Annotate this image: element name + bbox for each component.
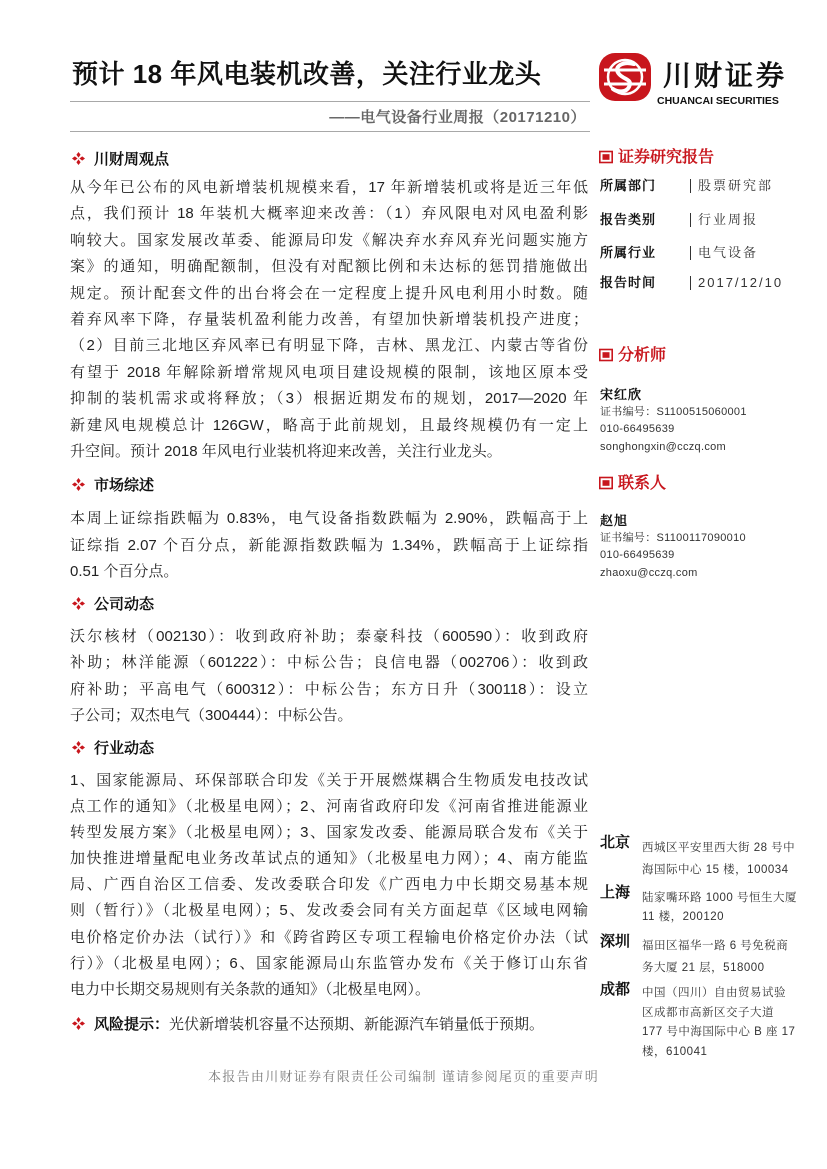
analyst-email: songhongxin@cczq.com <box>600 441 727 453</box>
address-line: 11 楼，200120 <box>642 911 725 923</box>
logo-name-cn: 川财证券 <box>663 60 788 91</box>
info-label: 报告时间 <box>600 275 657 290</box>
company-paragraph <box>70 624 588 729</box>
title-divider <box>70 101 590 102</box>
report-title: 预计 18 年风电装机改善，关注行业龙头 <box>72 59 542 89</box>
analyst-heading-text: 分析师 <box>618 347 667 364</box>
contact-phone: 010-66495639 <box>600 549 675 561</box>
office-city: 上海 <box>600 884 631 901</box>
paragraph-line: 着弃风率下降，存量装机盈利能力改善，有望加快新增装机投产进度； <box>70 311 588 329</box>
report-icon <box>599 476 613 490</box>
address-line: 务大厦 21 层，518000 <box>642 962 765 974</box>
footer-disclaimer: 本报告由川财证券有限责任公司编制 谨请参阅尾页的重要声明 <box>208 1069 600 1084</box>
paragraph-line: 证综指 2.07 个百分点，新能源指数跌幅为 1.34%，跌幅高于上证综指 <box>70 536 588 554</box>
info-label: 所属行业 <box>600 245 657 260</box>
report-icon <box>599 348 613 362</box>
paragraph-line: 有望于 2018 年解除新增常规风电项目建设规模的限制，该地区原本受 <box>70 363 588 381</box>
paragraph-line: 加快推进增量配电业务改革试点的通知》（北极星电力网）；4、南方能监 <box>70 850 588 868</box>
analyst-name: 宋红欣 <box>600 387 643 402</box>
office-address <box>642 889 802 927</box>
paragraph-line: 电力中长期交易规则有关条款的通知》（北极星电网）。 <box>70 980 431 998</box>
section-heading-text: 市场综述 <box>94 477 155 494</box>
office-address <box>642 837 802 881</box>
contact-email: zhaoxu@cczq.com <box>600 567 698 579</box>
office-city: 北京 <box>600 834 631 851</box>
diamond-bullet-icon <box>72 740 85 753</box>
address-line: 西城区平安里西大街 28 号中 <box>642 842 796 854</box>
address-line: 福田区福华一路 6 号免税商 <box>642 940 789 952</box>
diamond-bullet-icon <box>72 151 85 164</box>
contact-heading-text: 联系人 <box>618 475 667 492</box>
report-info-row <box>600 177 800 195</box>
address-line: 区成都市高新区交子大道 <box>642 1006 774 1019</box>
paragraph-line: 0.51 个百分点。 <box>70 563 179 580</box>
report-icon <box>599 150 613 164</box>
paragraph-line: 规定。预计配套文件的出台将会在一定程度上提升风电利用小时数。随 <box>70 284 588 302</box>
paragraph-line: 则（暂行）》（北极星电网）；5、发改委会同有关方面起草《区域电网输 <box>70 902 588 920</box>
office-city: 成都 <box>600 981 631 998</box>
diamond-bullet-icon <box>72 1016 85 1029</box>
info-label: 所属部门 <box>600 178 657 193</box>
analyst-cert: 证书编号：S1100515060001 <box>600 406 747 418</box>
paragraph-line: 升空间。预计 2018 年风电行业装机将迎来改善，关注行业龙头。 <box>70 443 502 461</box>
contact-name: 赵旭 <box>600 513 629 528</box>
info-value: 股票研究部 <box>690 179 773 193</box>
paragraph-line: 子公司；双杰电气（300444）：中标公告。 <box>70 706 353 724</box>
market-paragraph <box>70 506 588 586</box>
chuancai-logo-icon <box>598 52 652 102</box>
address-line: 177 号中海国际中心 B 座 17 <box>642 1026 796 1038</box>
address-line: 楼，610041 <box>642 1045 708 1058</box>
office-address <box>642 935 802 979</box>
info-value: 电气设备 <box>690 246 758 260</box>
section-heading-industry <box>72 739 154 759</box>
paragraph-line: 本周上证综指跌幅为 0.83%，电气设备指数跌幅为 2.90%，跌幅高于上 <box>70 510 588 527</box>
report-subtitle: ——电气设备行业周报（20171210） <box>329 109 586 126</box>
diamond-bullet-icon <box>72 477 85 490</box>
info-value: 行业周报 <box>690 213 758 227</box>
office-city: 深圳 <box>600 933 631 950</box>
paragraph-line: 沃尔核材（002130）：收到政府补助；泰豪科技（600590）：收到政府 <box>70 628 588 645</box>
section-heading-company <box>72 595 154 615</box>
report-info-heading-text: 证券研究报告 <box>618 149 715 166</box>
risk-label: 风险提示： <box>94 1016 170 1033</box>
section-heading-text: 公司动态 <box>94 596 155 613</box>
diamond-bullet-icon <box>72 596 85 609</box>
paragraph-line: 新建风电规模总计 126GW，略高于此前规划，且最终规模仍有一定上 <box>70 416 588 434</box>
report-info-heading <box>599 148 714 168</box>
section-heading-market <box>72 476 154 496</box>
paragraph-line: 转型发展方案》（北极星电网）；3、国家发改委、能源局联合发布《关于 <box>70 824 588 842</box>
section-heading-view <box>72 150 169 170</box>
paragraph-line: 府补助；平高电气（600312）：中标公告；东方日升（300118）：设立 <box>70 680 588 698</box>
address-line: 中国（四川）自由贸易试验 <box>642 987 786 999</box>
report-info-row <box>600 211 800 229</box>
paragraph-line: 行）》（北极星电网）；6、国家能源局山东监管办发布《关于修订山东省 <box>70 954 588 972</box>
paragraph-line: 从今年已公布的风电新增装机规模来看，17 年新增装机或将是近三年低 <box>70 179 588 196</box>
risk-text: 光伏新增装机容量不达预期、新能源汽车销量低于预期。 <box>169 1016 545 1033</box>
subtitle-divider <box>70 131 590 132</box>
address-line: 陆家嘴环路 1000 号恒生大厦 <box>642 892 797 904</box>
paragraph-line: 补助；林洋能源（601222）：中标公告；良信电器（002706）：收到政 <box>70 654 588 672</box>
risk-notice <box>72 1015 544 1035</box>
analyst-phone: 010-66495639 <box>600 423 675 435</box>
view-paragraph <box>70 175 588 465</box>
paragraph-line: 响较大。国家发展改革委、能源局印发《解决弃水弃风弃光问题实施方 <box>70 231 588 249</box>
paragraph-line: 抑制的装机需求或将释放；（3）根据近期发布的规划，2017—2020 年 <box>70 390 588 408</box>
report-info-row <box>600 244 800 262</box>
paragraph-line: 局、广西自治区工信委、发改委联合印发《广西电力中长期交易基本规 <box>70 876 588 894</box>
paragraph-line: 点，我们预计 18 年装机大概率迎来改善：（1）弃风限电对风电盈利影 <box>70 205 588 223</box>
paragraph-line: 电价格定价办法（试行）》和《跨省跨区专项工程输电价格定价办法（试 <box>70 928 588 946</box>
office-address <box>642 984 802 1062</box>
analyst-heading <box>599 346 666 366</box>
contact-heading <box>599 474 666 494</box>
info-value: 2017/12/10 <box>690 276 783 290</box>
paragraph-line: 点工作的通知》（北极星电网）；2、河南省政府印发《河南省推进能源业 <box>70 798 588 816</box>
section-heading-text: 行业动态 <box>94 740 155 757</box>
section-heading-text: 川财周观点 <box>94 151 170 168</box>
info-label: 报告类别 <box>600 212 657 227</box>
logo-name-en: CHUANCAI SECURITIES <box>657 95 779 107</box>
address-line: 海国际中心 15 楼，100034 <box>642 864 789 876</box>
paragraph-line: 案》的通知，明确配额制，但没有对配额比例和未达标的惩罚措施做出 <box>70 258 588 276</box>
contact-cert: 证书编号：S1100117090010 <box>600 532 746 544</box>
paragraph-line: （2）目前三北地区弃风率已有明显下降，吉林、黑龙江、内蒙古等省份 <box>70 337 588 355</box>
report-info-row <box>600 274 800 292</box>
industry-paragraph <box>70 768 588 1003</box>
paragraph-line: 1、国家能源局、环保部联合印发《关于开展燃煤耦合生物质发电技改试 <box>70 772 588 789</box>
